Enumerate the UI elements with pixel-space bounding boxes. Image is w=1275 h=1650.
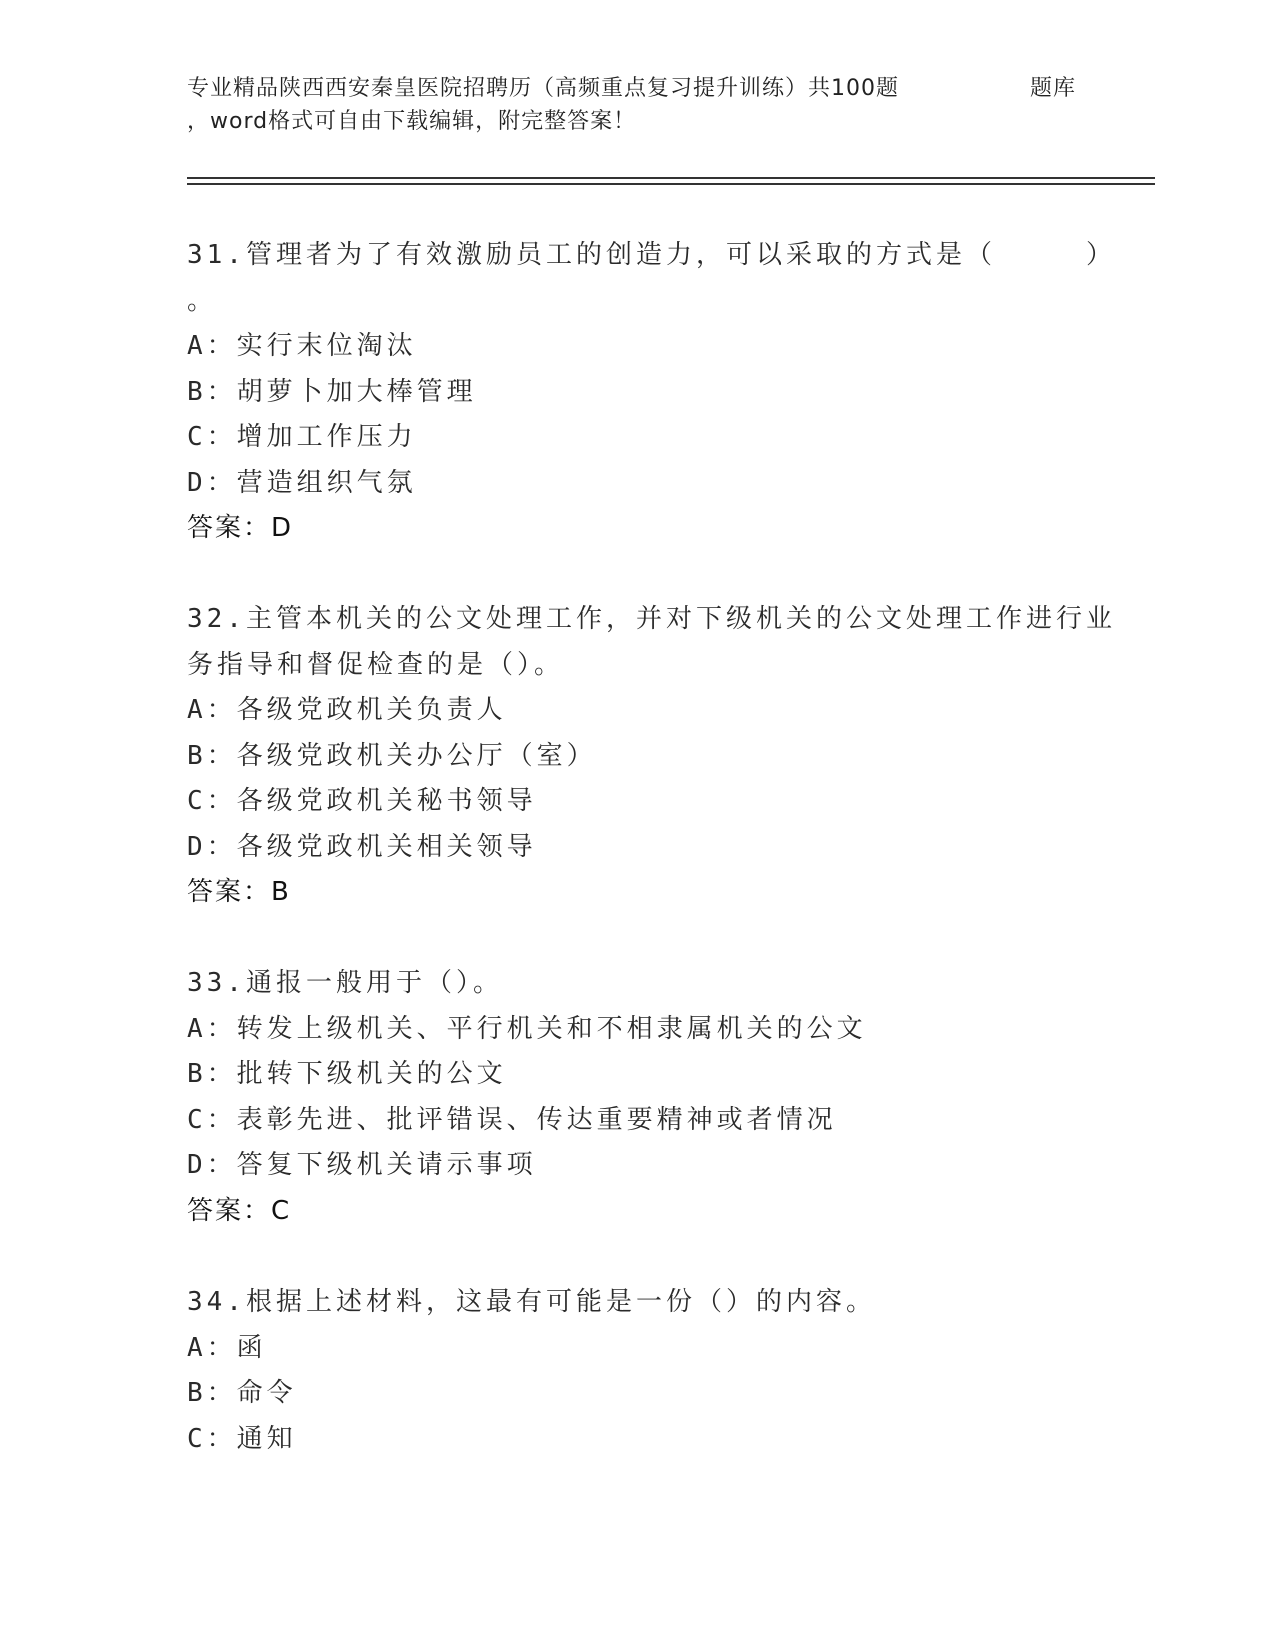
header-rule-top xyxy=(187,177,1155,179)
header-title: 专业精品陕西西安秦皇医院招聘历（高频重点复习提升训练）共100题 xyxy=(187,76,899,101)
header-title-row xyxy=(187,72,1087,105)
question-32 xyxy=(187,597,1116,916)
option-d: D：各级党政机关相关领导 xyxy=(187,831,537,862)
question-stem-cont: 。 xyxy=(187,285,218,316)
option-c: C：增加工作压力 xyxy=(187,422,417,452)
option-a: A：实行末位淘汰 xyxy=(187,331,417,361)
answer: 答案：B xyxy=(187,877,291,907)
option-b: B：各级党政机关办公厅（室） xyxy=(187,740,597,771)
option-c: C：表彰先进、批评错误、传达重要精神或者情况 xyxy=(187,1104,837,1135)
option-d: D：答复下级机关请示事项 xyxy=(187,1150,537,1180)
option-a: A：转发上级机关、平行机关和不相隶属机关的公文 xyxy=(187,1013,867,1044)
header-rule-bottom xyxy=(187,183,1155,185)
question-stem-cont: 务指导和督促检查的是（）。 xyxy=(187,649,565,680)
question-stem: 32.主管本机关的公文处理工作，并对下级机关的公文处理工作进行业 xyxy=(187,604,1116,634)
option-b: B：胡萝卜加大棒管理 xyxy=(187,376,477,407)
question-stem: 31.管理者为了有效激励员工的创造力，可以采取的方式是（ ） xyxy=(187,240,1116,270)
question-31 xyxy=(187,233,1116,552)
answer: 答案：C xyxy=(187,1195,292,1226)
option-b: B：命令 xyxy=(187,1378,297,1408)
question-34 xyxy=(187,1280,1077,1462)
header-subtitle: ，word格式可自由下载编辑，附完整答案！ xyxy=(187,109,637,134)
option-c: C：通知 xyxy=(187,1423,297,1454)
option-d: D：营造组织气氛 xyxy=(187,467,417,498)
answer: 答案：D xyxy=(187,513,294,543)
question-33 xyxy=(187,961,1077,1234)
option-a: A：函 xyxy=(187,1332,267,1363)
option-b: B：批转下级机关的公文 xyxy=(187,1059,507,1089)
option-c: C：各级党政机关秘书领导 xyxy=(187,786,537,816)
question-stem: 33.通报一般用于（）。 xyxy=(187,968,503,998)
option-a: A：各级党政机关负责人 xyxy=(187,695,507,725)
document-header xyxy=(187,72,1087,138)
header-tag: 题库 xyxy=(1030,76,1077,101)
question-stem: 34.根据上述材料，这最有可能是一份（）的内容。 xyxy=(187,1287,876,1317)
